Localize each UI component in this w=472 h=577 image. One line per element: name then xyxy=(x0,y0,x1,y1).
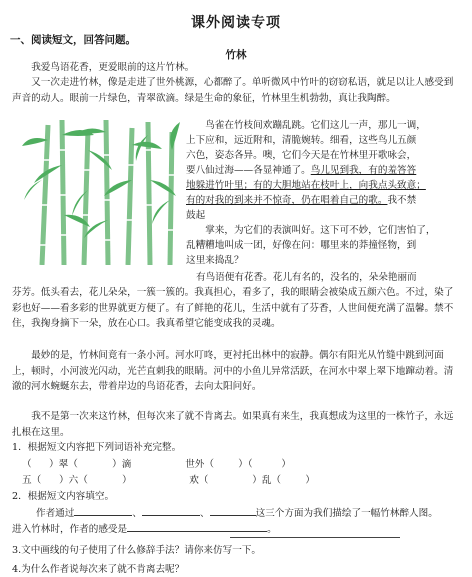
paragraph-1: 我爱鸟语花香，更爱眼前的这片竹林。 xyxy=(31,62,195,73)
q2-text: 进入竹林时，作者的感受是 xyxy=(12,524,128,535)
q2-separator: 、 xyxy=(132,508,142,519)
paragraph-2: 又一次走进竹林，像是走进了世外桃源，心都醉了。单听微风中竹叶的窃窃私语，就足以让人感受到声音的动人。眼前一片绿色，青翠欲滴。绿是生命的象征，竹林里生机勃勃，真让我陶醉。 xyxy=(12,77,454,104)
paragraph-6: 我不是第一次来这竹林，但每次来了就不肯离去。如果真有来生，我真想成为这里的一株竹子，永远扎根在这里。 xyxy=(12,411,454,438)
answer-line[interactable] xyxy=(230,536,400,538)
word-blank[interactable]: ）乱（ xyxy=(252,475,282,486)
word-blank[interactable]: 世外（ xyxy=(185,459,214,470)
question-1: 1．根据短文内容把下列词语补充完整。 xyxy=(12,442,182,453)
question-2-fill-line-2 xyxy=(12,521,277,537)
underlined-sentence-part-3: 有的对我的到来并不惊奇，仍在唱着自己的歌。 xyxy=(186,195,388,206)
paragraph-4-first-line: 有鸟语便有花香。花儿有名的，没名的，朵朵艳丽而 xyxy=(196,272,417,283)
word-blank[interactable]: ）翠（ xyxy=(49,459,78,470)
word-blank[interactable]: （ xyxy=(22,459,32,470)
paragraph-3-line-8: 掌来，为它们的表演叫好。这下可不妙，它们害怕了， xyxy=(205,225,436,236)
question-3: 3.文中画线的句子使用了什么修辞手法？请你来仿写一下。 xyxy=(12,545,261,556)
paragraph-3-line-9: 乱糟糟地叫成一团，好像在问：哪里来的莽撞怪物，到 xyxy=(186,240,417,251)
paragraph-3-line-4-text: 要八仙过海——各显神通了。 xyxy=(186,165,311,176)
paragraph-4: 芬芳。低头看去，花儿朵朵，一簇一簇的。我真担心，看多了，我的眼睛会被染成五颜六色。不过，染了彩也好——看多彩的世界就更方便了。有了鲜艳的花儿，生活中就有了芬香，人世间便充满了温馨。禁不住，我掬身摘下一朵，放在心口。我真希望它能变成我的灵魂。 xyxy=(12,287,454,329)
q2-text: 作者通过 xyxy=(36,508,75,519)
page-title: 课外阅读专项 xyxy=(191,15,281,31)
word-blank[interactable]: ） xyxy=(281,459,291,470)
question-1-row-1 xyxy=(22,456,301,470)
word-blank[interactable]: ） xyxy=(122,475,132,486)
underlined-sentence-part-1: 鸟儿见到我，有的羞答答 xyxy=(310,165,417,176)
question-2-fill-line-1 xyxy=(36,505,438,521)
paragraph-3-line-4 xyxy=(186,163,462,179)
paragraph-3-line-5 xyxy=(186,178,462,194)
paragraph-3-line-7: 鼓起 xyxy=(186,210,206,221)
word-blank[interactable]: 欢（ xyxy=(189,475,209,486)
q2-period: 。 xyxy=(267,524,277,535)
q2-text: 这三个方面为我们描绘了一幅竹林醉人图。 xyxy=(255,508,438,519)
answer-blank[interactable] xyxy=(142,505,200,516)
word-blank[interactable]: ）滴 xyxy=(112,459,132,470)
question-1-row-2 xyxy=(22,472,325,486)
word-blank[interactable]: ） xyxy=(305,475,315,486)
q2-separator: 、 xyxy=(199,508,210,519)
question-2: 2．根据短文内容填空。 xyxy=(12,491,115,502)
answer-blank[interactable] xyxy=(210,505,256,516)
paragraph-3-line-6 xyxy=(186,193,462,209)
passage-title: 竹林 xyxy=(225,49,247,61)
paragraph-3-tail: 我不禁 xyxy=(387,195,417,206)
paragraph-3-line-1: 鸟雀在竹枝间欢蹦乱跳。它们这儿一声，那儿一调， xyxy=(205,120,426,131)
answer-blank[interactable] xyxy=(74,505,132,516)
section-heading: 一、阅读短文，回答问题。 xyxy=(10,34,136,46)
word-blank[interactable]: 五（ xyxy=(22,475,42,486)
underlined-sentence-part-2: 地躲进竹叶里；有的大胆地站在枝叶上，向我点头致意； xyxy=(186,180,426,191)
word-blank[interactable]: ）六（ xyxy=(59,475,88,486)
paragraph-3-line-3: 六色，姿态各异。噢，它们今天是在竹林里开歌咏会， xyxy=(186,150,417,161)
paragraph-5: 最妙的是，竹林间竟有一条小河。河水叮咚，更衬托出林中的寂静。偶尔有阳光从竹缝中跳到河面上，顿时，小河波光闪动，光芒直刺我的眼睛。河中的小鱼儿异常活跃，在河水中翠上翠下地蹿动着。清澈的河水蜿蜒东去，带着岸边的鸟语花香，去向太阳问好。 xyxy=(12,350,454,392)
question-4: 4.为什么作者说每次来了就不肯离去呢？ xyxy=(12,564,185,575)
paragraph-3-line-10: 这里来捣乱？ xyxy=(186,255,244,266)
paragraph-3-line-2: 上下应和，远近附和，清脆婉转。细看，这些鸟儿五颜 xyxy=(186,135,417,146)
word-blank[interactable]: ）（ xyxy=(238,459,253,470)
answer-blank[interactable] xyxy=(127,521,267,532)
bamboo-illustration xyxy=(22,120,182,265)
